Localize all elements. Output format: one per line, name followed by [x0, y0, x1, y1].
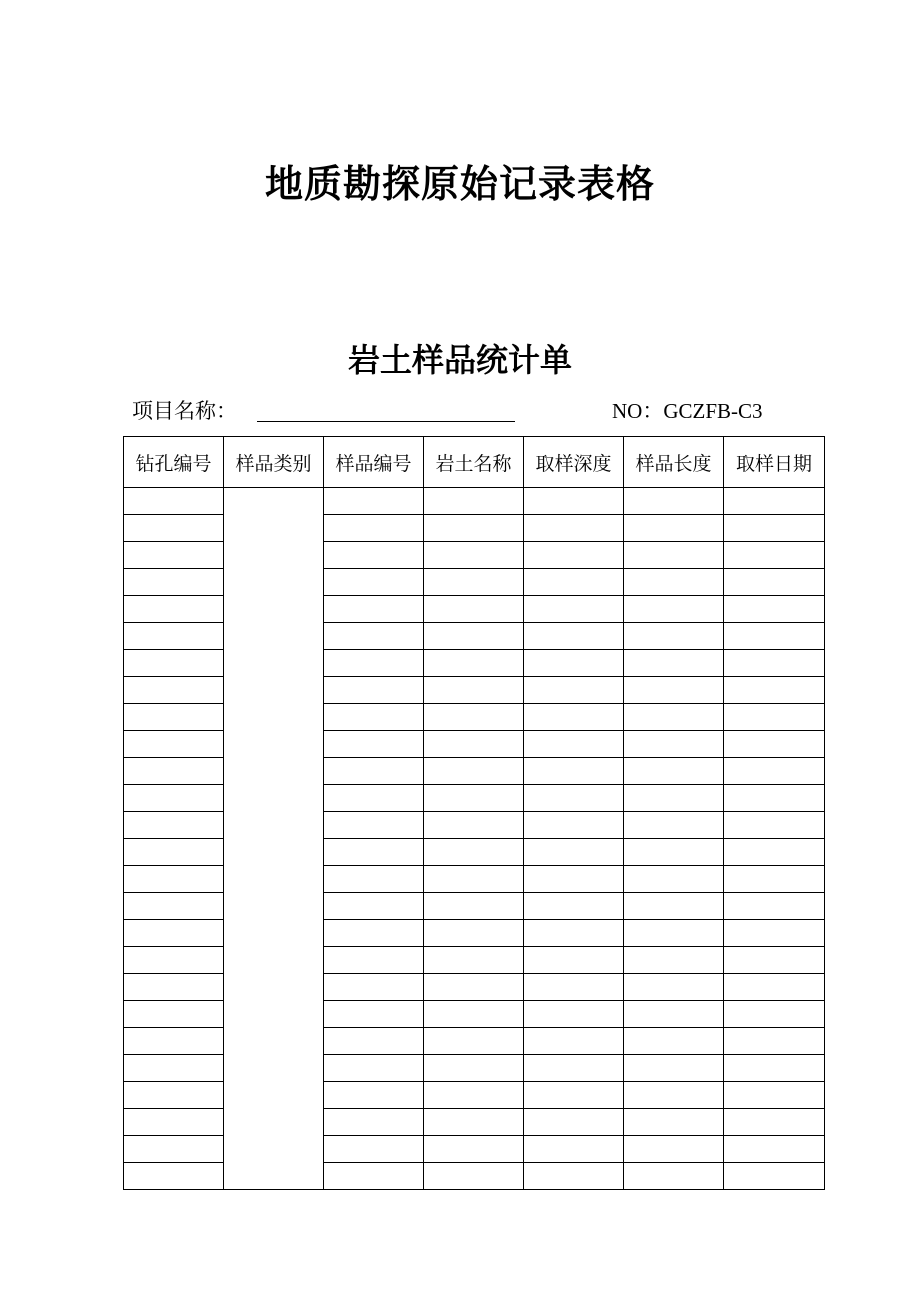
table-cell[interactable] — [124, 1109, 224, 1136]
table-cell[interactable] — [724, 974, 825, 1001]
table-cell[interactable] — [324, 488, 424, 515]
table-cell[interactable] — [324, 515, 424, 542]
main-title: 地质勘探原始记录表格 — [264, 162, 655, 206]
header-sampling-depth: 取样深度 — [524, 437, 624, 488]
table-cell[interactable] — [624, 893, 724, 920]
table-cell[interactable] — [524, 1055, 624, 1082]
table-cell[interactable] — [324, 596, 424, 623]
table-cell[interactable] — [424, 866, 524, 893]
table-cell[interactable] — [624, 1136, 724, 1163]
header-sampling-date: 取样日期 — [724, 437, 825, 488]
table-cell[interactable] — [324, 731, 424, 758]
table-cell[interactable] — [124, 650, 224, 677]
table-cell[interactable] — [524, 1001, 624, 1028]
table-cell[interactable] — [124, 758, 224, 785]
table-cell[interactable] — [424, 893, 524, 920]
table-cell[interactable] — [524, 677, 624, 704]
table-cell[interactable] — [524, 785, 624, 812]
table-cell[interactable] — [724, 1001, 825, 1028]
table-cell[interactable] — [624, 731, 724, 758]
header-soil-name: 岩土名称 — [424, 437, 524, 488]
table-cell[interactable] — [424, 785, 524, 812]
table-cell[interactable] — [324, 785, 424, 812]
table-cell[interactable] — [524, 1136, 624, 1163]
table-header-row — [124, 437, 825, 488]
table-cell[interactable] — [324, 1001, 424, 1028]
table-cell[interactable] — [724, 1028, 825, 1055]
table-cell[interactable] — [424, 1001, 524, 1028]
table-cell[interactable] — [424, 704, 524, 731]
table-cell[interactable] — [724, 677, 825, 704]
table-cell[interactable] — [624, 758, 724, 785]
table-cell[interactable] — [524, 488, 624, 515]
table-cell[interactable] — [624, 974, 724, 1001]
table-cell[interactable] — [624, 920, 724, 947]
table-cell[interactable] — [524, 704, 624, 731]
table-cell[interactable] — [524, 866, 624, 893]
sample-table — [123, 436, 825, 1190]
table-cell[interactable] — [324, 569, 424, 596]
table-cell[interactable] — [124, 947, 224, 974]
table-cell[interactable] — [724, 947, 825, 974]
table-cell[interactable] — [324, 1163, 424, 1190]
table-cell[interactable] — [724, 542, 825, 569]
table-cell[interactable] — [524, 947, 624, 974]
table-cell[interactable] — [624, 785, 724, 812]
table-cell[interactable] — [324, 650, 424, 677]
table-cell[interactable] — [524, 515, 624, 542]
table-cell[interactable] — [524, 758, 624, 785]
table-cell[interactable] — [724, 785, 825, 812]
table-cell[interactable] — [424, 839, 524, 866]
table-cell[interactable] — [124, 785, 224, 812]
table-cell[interactable] — [124, 866, 224, 893]
table-cell[interactable] — [524, 974, 624, 1001]
table-cell[interactable] — [524, 623, 624, 650]
table-cell[interactable] — [324, 974, 424, 1001]
table-cell[interactable] — [524, 542, 624, 569]
table-cell[interactable] — [124, 542, 224, 569]
form-title: 岩土样品统计单 — [347, 341, 572, 379]
table-cell[interactable] — [624, 623, 724, 650]
table-cell[interactable] — [724, 488, 825, 515]
table-cell[interactable] — [424, 1055, 524, 1082]
table-cell[interactable] — [324, 812, 424, 839]
table-cell[interactable] — [124, 974, 224, 1001]
table-cell[interactable] — [324, 623, 424, 650]
table-cell[interactable] — [624, 677, 724, 704]
table-cell[interactable] — [724, 1055, 825, 1082]
table-cell[interactable] — [724, 704, 825, 731]
table-cell[interactable] — [624, 1163, 724, 1190]
table-cell[interactable] — [624, 488, 724, 515]
table-cell[interactable] — [624, 515, 724, 542]
table-cell[interactable] — [124, 1028, 224, 1055]
table-cell[interactable] — [724, 866, 825, 893]
table-cell[interactable] — [724, 650, 825, 677]
table-cell[interactable] — [424, 1163, 524, 1190]
table-cell[interactable] — [124, 515, 224, 542]
table-cell[interactable] — [324, 758, 424, 785]
table-cell[interactable] — [524, 1028, 624, 1055]
sample-category-merged-cell[interactable] — [224, 488, 324, 1190]
table-cell[interactable] — [324, 542, 424, 569]
project-name-label: 项目名称： — [132, 399, 237, 423]
table-cell[interactable] — [424, 920, 524, 947]
table-cell[interactable] — [124, 812, 224, 839]
table-cell[interactable] — [124, 623, 224, 650]
table-cell[interactable] — [424, 596, 524, 623]
table-cell[interactable] — [324, 947, 424, 974]
table-cell[interactable] — [724, 569, 825, 596]
table-cell[interactable] — [724, 1136, 825, 1163]
table-cell[interactable] — [324, 920, 424, 947]
table-cell[interactable] — [124, 596, 224, 623]
table-cell[interactable] — [424, 947, 524, 974]
table-cell[interactable] — [624, 812, 724, 839]
table-cell[interactable] — [624, 596, 724, 623]
table-cell[interactable] — [424, 1136, 524, 1163]
table-cell[interactable] — [624, 569, 724, 596]
table-cell[interactable] — [124, 1163, 224, 1190]
table-cell[interactable] — [424, 731, 524, 758]
table-cell[interactable] — [424, 1028, 524, 1055]
table-cell[interactable] — [324, 866, 424, 893]
table-cell[interactable] — [124, 1136, 224, 1163]
table-body — [124, 488, 825, 1190]
table-cell[interactable] — [324, 1082, 424, 1109]
table-cell[interactable] — [724, 920, 825, 947]
table-cell[interactable] — [524, 1109, 624, 1136]
header-borehole-no: 钻孔编号 — [124, 437, 224, 488]
table-cell[interactable] — [724, 596, 825, 623]
table-cell[interactable] — [524, 893, 624, 920]
table-cell[interactable] — [624, 947, 724, 974]
table-cell[interactable] — [424, 569, 524, 596]
table-cell[interactable] — [124, 893, 224, 920]
table-cell[interactable] — [524, 920, 624, 947]
table-cell[interactable] — [624, 542, 724, 569]
table-cell[interactable] — [524, 812, 624, 839]
table-cell[interactable] — [624, 1055, 724, 1082]
table-cell[interactable] — [124, 920, 224, 947]
table-cell[interactable] — [624, 1001, 724, 1028]
table-cell[interactable] — [624, 839, 724, 866]
table-cell[interactable] — [624, 866, 724, 893]
table-row — [124, 488, 825, 515]
table-cell[interactable] — [324, 1028, 424, 1055]
table-cell[interactable] — [324, 1109, 424, 1136]
table-cell[interactable] — [524, 569, 624, 596]
table-cell[interactable] — [424, 758, 524, 785]
table-cell[interactable] — [424, 650, 524, 677]
table-cell[interactable] — [624, 704, 724, 731]
table-cell[interactable] — [424, 488, 524, 515]
table-cell[interactable] — [124, 731, 224, 758]
table-cell[interactable] — [724, 731, 825, 758]
table-cell[interactable] — [724, 1109, 825, 1136]
table-cell[interactable] — [624, 1082, 724, 1109]
document-number: NO：GCZFB-C3 — [612, 399, 763, 423]
table-cell[interactable] — [424, 623, 524, 650]
table-cell[interactable] — [324, 893, 424, 920]
table-cell[interactable] — [624, 1109, 724, 1136]
table-cell[interactable] — [424, 515, 524, 542]
table-cell[interactable] — [724, 812, 825, 839]
table-cell[interactable] — [624, 1028, 724, 1055]
table-cell[interactable] — [424, 974, 524, 1001]
table-cell[interactable] — [724, 839, 825, 866]
table-cell[interactable] — [524, 650, 624, 677]
table-cell[interactable] — [724, 893, 825, 920]
table-cell[interactable] — [524, 1163, 624, 1190]
header-sample-no: 样品编号 — [324, 437, 424, 488]
table-cell[interactable] — [324, 704, 424, 731]
table-cell[interactable] — [524, 731, 624, 758]
table-cell[interactable] — [124, 839, 224, 866]
table-cell[interactable] — [724, 623, 825, 650]
table-cell[interactable] — [524, 839, 624, 866]
table-cell[interactable] — [424, 812, 524, 839]
table-cell[interactable] — [124, 1055, 224, 1082]
header-sample-category: 样品类别 — [224, 437, 324, 488]
table-cell[interactable] — [124, 1082, 224, 1109]
table-cell[interactable] — [724, 1163, 825, 1190]
table-cell[interactable] — [324, 677, 424, 704]
table-cell[interactable] — [424, 542, 524, 569]
table-cell[interactable] — [724, 1082, 825, 1109]
table-cell[interactable] — [724, 515, 825, 542]
table-cell[interactable] — [424, 1082, 524, 1109]
table-cell[interactable] — [524, 596, 624, 623]
table-cell[interactable] — [124, 569, 224, 596]
table-cell[interactable] — [124, 704, 224, 731]
table-cell[interactable] — [424, 1109, 524, 1136]
table-cell[interactable] — [624, 650, 724, 677]
table-cell[interactable] — [324, 1055, 424, 1082]
table-cell[interactable] — [724, 758, 825, 785]
table-cell[interactable] — [124, 1001, 224, 1028]
project-name-field[interactable] — [257, 421, 515, 422]
table-cell[interactable] — [524, 1082, 624, 1109]
header-sample-length: 样品长度 — [624, 437, 724, 488]
table-cell[interactable] — [424, 677, 524, 704]
table-cell[interactable] — [324, 1136, 424, 1163]
table-cell[interactable] — [124, 488, 224, 515]
table-cell[interactable] — [324, 839, 424, 866]
table-cell[interactable] — [124, 677, 224, 704]
